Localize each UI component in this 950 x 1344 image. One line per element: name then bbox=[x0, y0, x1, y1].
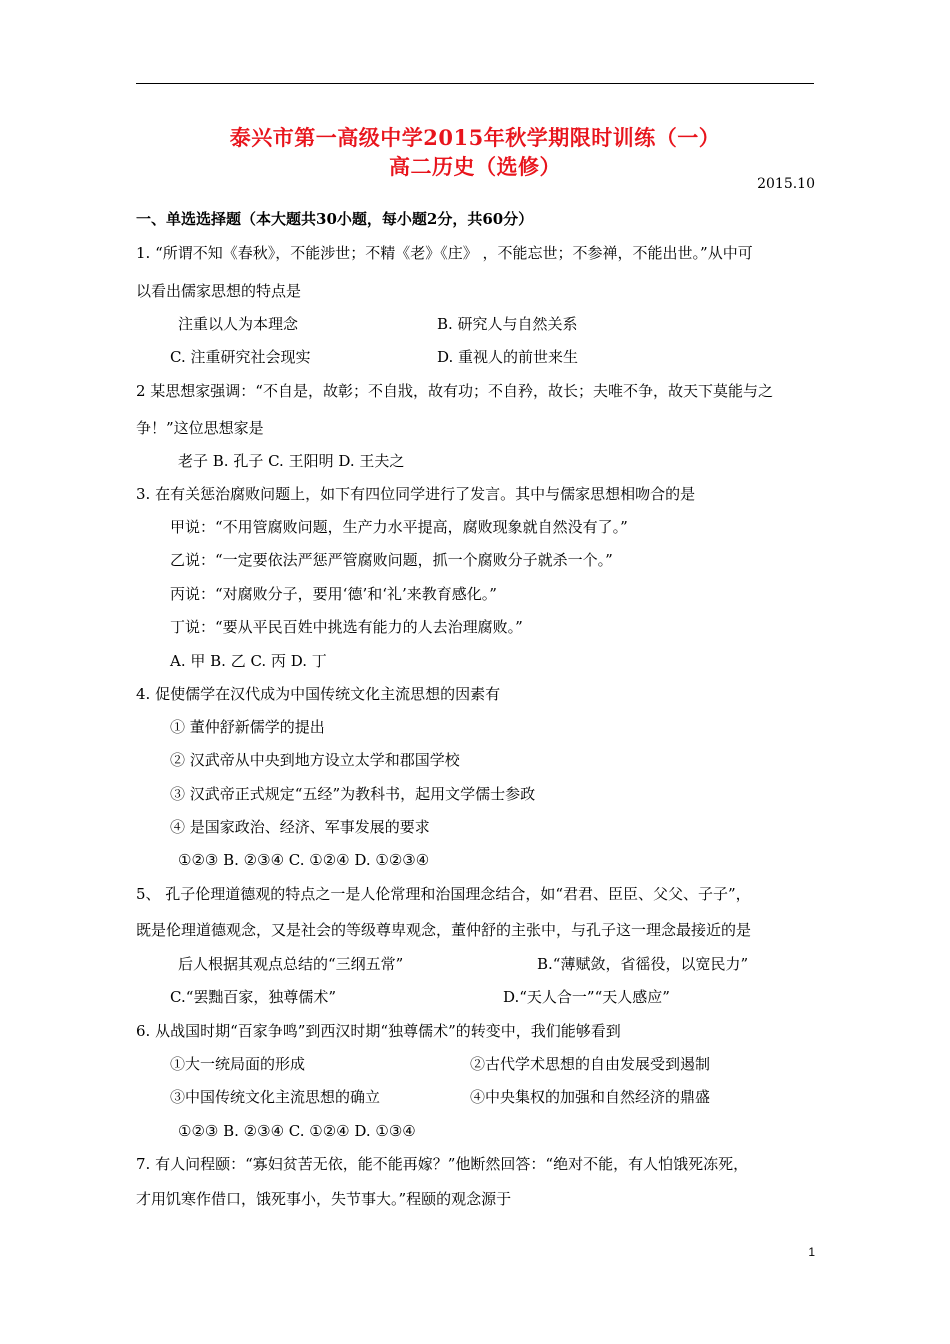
q4-options: ①②③ B. ②③④ C. ①②④ D. ①②③④ bbox=[178, 851, 430, 869]
exam-title: 泰兴市第一高级中学2015年秋学期限时训练（一） bbox=[229, 125, 721, 150]
q7-stem-line1: 7. 有人问程颐：“寡妇贫苦无依，能不能再嫁？”他断然回答：“绝对不能，有人怕饿死冻死， bbox=[136, 1155, 749, 1173]
q1-option-d: D. 重视人的前世来生 bbox=[437, 348, 579, 366]
q4-stem: 4. 促使儒学在汉代成为中国传统文化主流思想的因素有 bbox=[136, 685, 501, 703]
q6-stem: 6. 从战国时期“百家争鸣”到西汉时期“独尊儒术”的转变中，我们能够看到 bbox=[136, 1022, 621, 1040]
q4-item-1: ① 董仲舒新儒学的提出 bbox=[170, 718, 325, 736]
q6-options: ①②③ B. ②③④ C. ①②④ D. ①③④ bbox=[178, 1122, 416, 1140]
q3-statement-yi: 乙说：“一定要依法严惩严管腐败问题，抓一个腐败分子就杀一个。” bbox=[170, 551, 613, 569]
q3-options: A. 甲 B. 乙 C. 丙 D. 丁 bbox=[170, 652, 327, 670]
section-title: 一、单选选择题（本大题共30小题，每小题2分，共60分） bbox=[136, 210, 534, 228]
q4-item-2: ② 汉武帝从中央到地方设立太学和郡国学校 bbox=[170, 751, 460, 769]
q5-option-d: D.“天人合一”“天人感应” bbox=[503, 988, 670, 1006]
header-rule bbox=[136, 83, 814, 84]
q4-item-4: ④ 是国家政治、经济、军事发展的要求 bbox=[170, 818, 430, 836]
q1-stem-line1: 1. “所谓不知《春秋》，不能涉世；不精《老》《庄》 ，不能忘世；不参禅，不能出世。”从中可 bbox=[136, 244, 753, 262]
q2-stem-line2: 争！”这位思想家是 bbox=[136, 419, 264, 437]
q5-option-c: C.“罢黜百家，独尊儒术” bbox=[170, 988, 337, 1006]
q5-option-b: B.“薄赋敛，省徭役，以宽民力” bbox=[537, 955, 749, 973]
q2-options: 老子 B. 孔子 C. 王阳明 D. 王夫之 bbox=[178, 452, 405, 470]
q5-stem-line2: 既是伦理道德观念，又是社会的等级尊卑观念，董仲舒的主张中，与孔子这一理念最接近的是 bbox=[136, 921, 752, 939]
q3-statement-jia: 甲说：“不用管腐败问题，生产力水平提高，腐败现象就自然没有了。” bbox=[170, 518, 628, 536]
page-number: 1 bbox=[808, 1245, 815, 1259]
q3-statement-bing: 丙说：“对腐败分子，要用‘德’和‘礼’来教育感化。” bbox=[170, 585, 497, 603]
q6-item-2: ②古代学术思想的自由发展受到遏制 bbox=[470, 1055, 711, 1073]
q7-stem-line2: 才用饥寒作借口，饿死事小，失节事大。”程颐的观念源于 bbox=[136, 1190, 512, 1208]
q6-item-3: ③中国传统文化主流思想的确立 bbox=[170, 1088, 381, 1106]
q6-item-1: ①大一统局面的形成 bbox=[170, 1055, 306, 1073]
q3-statement-ding: 丁说：“要从平民百姓中挑选有能力的人去治理腐败。” bbox=[170, 618, 523, 636]
q6-item-4: ④中央集权的加强和自然经济的鼎盛 bbox=[470, 1088, 711, 1106]
q5-stem-line1: 5、 孔子伦理道德观的特点之一是人伦常理和治国理念结合，如“君君、臣臣、父父、子子”， bbox=[136, 885, 751, 903]
q3-stem: 3. 在有关惩治腐败问题上，如下有四位同学进行了发言。其中与儒家思想相吻合的是 bbox=[136, 485, 696, 503]
q2-stem-line1: 2 某思想家强调：“不自是，故彰；不自戕，故有功；不自矜，故长；夫唯不争，故天下莫能与之 bbox=[136, 382, 773, 400]
q1-option-b: B. 研究人与自然关系 bbox=[437, 315, 578, 333]
exam-subtitle: 高二历史（选修） bbox=[389, 154, 561, 179]
q5-option-a: 后人根据其观点总结的“三纲五常” bbox=[178, 955, 404, 973]
q1-option-c: C. 注重研究社会现实 bbox=[170, 348, 311, 366]
q1-stem-line2: 以看出儒家思想的特点是 bbox=[136, 282, 302, 300]
exam-date: 2015.10 bbox=[757, 176, 815, 192]
q1-option-a: 注重以人为本理念 bbox=[178, 315, 299, 333]
q4-item-3: ③ 汉武帝正式规定“五经”为教科书，起用文学儒士参政 bbox=[170, 785, 536, 803]
